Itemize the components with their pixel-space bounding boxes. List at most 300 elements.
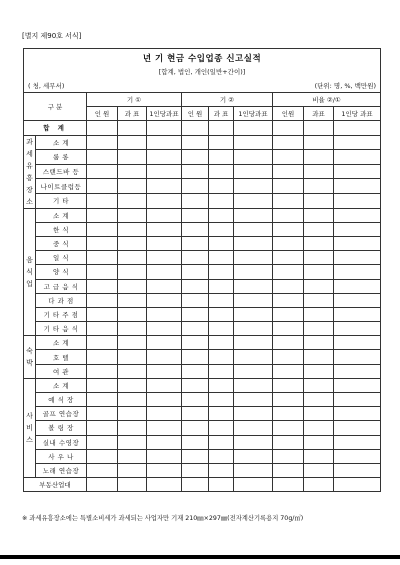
value-cell[interactable] — [147, 164, 182, 179]
value-cell[interactable] — [273, 307, 304, 321]
value-cell[interactable] — [334, 393, 381, 407]
col-header: 과 표 — [118, 107, 147, 121]
value-cell[interactable] — [118, 322, 147, 336]
value-cell[interactable] — [234, 478, 273, 492]
value-cell[interactable] — [234, 307, 273, 321]
col-header: 1인당 과표 — [334, 107, 381, 121]
value-cell[interactable] — [147, 364, 182, 378]
table-row — [24, 393, 381, 407]
value-cell[interactable] — [182, 265, 209, 279]
value-cell[interactable] — [118, 135, 147, 150]
row-label: 스탠드바 등 — [36, 164, 87, 179]
value-cell[interactable] — [273, 421, 304, 435]
value-cell[interactable] — [334, 222, 381, 236]
value-cell[interactable] — [118, 193, 147, 208]
value-cell[interactable] — [87, 179, 118, 194]
value-cell[interactable] — [304, 164, 334, 179]
value-cell[interactable] — [87, 307, 118, 321]
value-cell[interactable] — [147, 421, 182, 435]
group-label-char: 유 — [26, 161, 33, 170]
value-cell[interactable] — [304, 251, 334, 265]
value-cell[interactable] — [234, 421, 273, 435]
col-header: 과 표 — [209, 107, 234, 121]
value-cell[interactable] — [334, 279, 381, 293]
value-cell[interactable] — [209, 421, 234, 435]
value-cell[interactable] — [234, 135, 273, 150]
value-cell[interactable] — [273, 236, 304, 250]
value-cell[interactable] — [273, 364, 304, 378]
value-cell[interactable] — [87, 322, 118, 336]
value-cell[interactable] — [87, 478, 118, 492]
value-cell[interactable] — [273, 135, 304, 150]
value-cell[interactable] — [147, 307, 182, 321]
bottom-border — [0, 555, 400, 559]
value-cell[interactable] — [182, 193, 209, 208]
value-cell[interactable] — [209, 449, 234, 463]
value-cell[interactable] — [304, 208, 334, 222]
value-cell[interactable] — [334, 121, 381, 135]
value-cell[interactable] — [334, 179, 381, 194]
value-cell[interactable] — [87, 350, 118, 364]
value-cell[interactable] — [147, 449, 182, 463]
value-cell[interactable] — [87, 222, 118, 236]
value-cell[interactable] — [209, 135, 234, 150]
value-cell[interactable] — [273, 179, 304, 194]
value-cell[interactable] — [234, 463, 273, 477]
value-cell[interactable] — [147, 222, 182, 236]
value-cell[interactable] — [334, 350, 381, 364]
value-cell[interactable] — [304, 279, 334, 293]
value-cell[interactable] — [234, 150, 273, 165]
value-cell[interactable] — [182, 307, 209, 321]
value-cell[interactable] — [147, 393, 182, 407]
row-label: 볼 링 장 — [36, 421, 87, 435]
value-cell[interactable] — [234, 293, 273, 307]
value-cell[interactable] — [234, 265, 273, 279]
row-label: 소 계 — [36, 135, 87, 150]
row-label: 룸 롱 — [36, 150, 87, 165]
value-cell[interactable] — [334, 478, 381, 492]
value-cell[interactable] — [147, 251, 182, 265]
value-cell[interactable] — [304, 336, 334, 350]
value-cell[interactable] — [273, 150, 304, 165]
value-cell[interactable] — [209, 150, 234, 165]
value-cell[interactable] — [334, 435, 381, 449]
value-cell[interactable] — [209, 193, 234, 208]
value-cell[interactable] — [304, 222, 334, 236]
value-cell[interactable] — [147, 265, 182, 279]
value-cell[interactable] — [304, 265, 334, 279]
value-cell[interactable] — [334, 265, 381, 279]
value-cell[interactable] — [87, 193, 118, 208]
row-label: 여 관 — [36, 364, 87, 378]
value-cell[interactable] — [118, 407, 147, 421]
row-label: 소 계 — [36, 378, 87, 392]
row-label: 고 급 음 식 — [36, 279, 87, 293]
value-cell[interactable] — [118, 336, 147, 350]
value-cell[interactable] — [334, 322, 381, 336]
value-cell[interactable] — [334, 407, 381, 421]
value-cell[interactable] — [87, 251, 118, 265]
value-cell[interactable] — [182, 407, 209, 421]
col-header: 1인당과표 — [234, 107, 273, 121]
value-cell[interactable] — [304, 378, 334, 392]
value-cell[interactable] — [304, 435, 334, 449]
value-cell[interactable] — [304, 407, 334, 421]
value-cell[interactable] — [273, 336, 304, 350]
col-header: 인원 — [273, 107, 304, 121]
value-cell[interactable] — [118, 236, 147, 250]
value-cell[interactable] — [147, 193, 182, 208]
value-cell[interactable] — [147, 463, 182, 477]
value-cell[interactable] — [234, 449, 273, 463]
value-cell[interactable] — [182, 350, 209, 364]
value-cell[interactable] — [234, 350, 273, 364]
value-cell[interactable] — [209, 179, 234, 194]
value-cell[interactable] — [209, 121, 234, 135]
value-cell[interactable] — [87, 364, 118, 378]
value-cell[interactable] — [273, 251, 304, 265]
form-number: [별지 제90호 서식] — [22, 32, 82, 40]
value-cell[interactable] — [273, 449, 304, 463]
table-row — [24, 449, 381, 463]
value-cell[interactable] — [147, 293, 182, 307]
value-cell[interactable] — [147, 150, 182, 165]
value-cell[interactable] — [87, 407, 118, 421]
header-ratio: 비율 ②/① — [273, 93, 381, 107]
value-cell[interactable] — [209, 364, 234, 378]
value-cell[interactable] — [273, 322, 304, 336]
row-label: 노래 연습장 — [36, 463, 87, 477]
value-cell[interactable] — [87, 463, 118, 477]
unit-note: (단위: 명, %, 백만원) — [314, 82, 377, 90]
value-cell[interactable] — [118, 208, 147, 222]
value-cell[interactable] — [234, 364, 273, 378]
value-cell[interactable] — [147, 236, 182, 250]
value-cell[interactable] — [273, 193, 304, 208]
value-cell[interactable] — [182, 449, 209, 463]
value-cell[interactable] — [304, 121, 334, 135]
value-cell[interactable] — [304, 307, 334, 321]
value-cell[interactable] — [147, 208, 182, 222]
row-label: 기 타 음 식 — [36, 322, 87, 336]
value-cell[interactable] — [182, 378, 209, 392]
value-cell[interactable] — [234, 222, 273, 236]
value-cell[interactable] — [209, 336, 234, 350]
last-row-label: 부동산업대 — [24, 478, 87, 492]
row-label: 사 우 나 — [36, 449, 87, 463]
table-row — [24, 307, 381, 321]
value-cell[interactable] — [209, 265, 234, 279]
table-row — [24, 222, 381, 236]
value-cell[interactable] — [234, 279, 273, 293]
value-cell[interactable] — [118, 378, 147, 392]
value-cell[interactable] — [304, 393, 334, 407]
table-row — [24, 336, 381, 350]
value-cell[interactable] — [234, 121, 273, 135]
row-label: 소 계 — [36, 336, 87, 350]
row-label: 호 텔 — [36, 350, 87, 364]
value-cell[interactable] — [118, 364, 147, 378]
group-label-char: 숙 — [26, 347, 33, 356]
value-cell[interactable] — [234, 322, 273, 336]
table-row — [24, 251, 381, 265]
value-cell[interactable] — [334, 463, 381, 477]
value-cell[interactable] — [87, 236, 118, 250]
value-cell[interactable] — [273, 350, 304, 364]
value-cell[interactable] — [234, 208, 273, 222]
value-cell[interactable] — [118, 251, 147, 265]
value-cell[interactable] — [304, 350, 334, 364]
value-cell[interactable] — [334, 208, 381, 222]
value-cell[interactable] — [118, 307, 147, 321]
value-cell[interactable] — [147, 135, 182, 150]
value-cell[interactable] — [118, 435, 147, 449]
value-cell[interactable] — [182, 293, 209, 307]
group-label-char: 장 — [26, 185, 33, 194]
group-label — [24, 208, 36, 336]
group-label — [24, 135, 36, 208]
value-cell[interactable] — [182, 336, 209, 350]
row-label: 일 식 — [36, 251, 87, 265]
value-cell[interactable] — [182, 179, 209, 194]
group-label-char: 세 — [26, 149, 33, 158]
value-cell[interactable] — [334, 150, 381, 165]
value-cell[interactable] — [182, 150, 209, 165]
header-period2: 기 ② — [182, 93, 273, 107]
value-cell[interactable] — [334, 307, 381, 321]
value-cell[interactable] — [234, 164, 273, 179]
value-cell[interactable] — [304, 150, 334, 165]
table-row — [24, 350, 381, 364]
value-cell[interactable] — [87, 449, 118, 463]
value-cell[interactable] — [182, 364, 209, 378]
value-cell[interactable] — [304, 449, 334, 463]
value-cell[interactable] — [273, 164, 304, 179]
value-cell[interactable] — [182, 279, 209, 293]
value-cell[interactable] — [209, 463, 234, 477]
value-cell[interactable] — [87, 336, 118, 350]
value-cell[interactable] — [147, 435, 182, 449]
value-cell[interactable] — [182, 164, 209, 179]
table-row — [24, 463, 381, 477]
row-label: 한 식 — [36, 222, 87, 236]
value-cell[interactable] — [182, 208, 209, 222]
value-cell[interactable] — [304, 364, 334, 378]
value-cell[interactable] — [118, 478, 147, 492]
value-cell[interactable] — [87, 265, 118, 279]
value-cell[interactable] — [87, 164, 118, 179]
value-cell[interactable] — [147, 336, 182, 350]
value-cell[interactable] — [273, 478, 304, 492]
value-cell[interactable] — [118, 350, 147, 364]
value-cell[interactable] — [234, 236, 273, 250]
value-cell[interactable] — [182, 135, 209, 150]
office-field: ( 청, 세무서) — [28, 82, 65, 90]
value-cell[interactable] — [234, 336, 273, 350]
value-cell[interactable] — [147, 350, 182, 364]
value-cell[interactable] — [118, 164, 147, 179]
value-cell[interactable] — [209, 407, 234, 421]
value-cell[interactable] — [147, 279, 182, 293]
value-cell[interactable] — [273, 393, 304, 407]
value-cell[interactable] — [118, 279, 147, 293]
value-cell[interactable] — [209, 478, 234, 492]
value-cell[interactable] — [118, 449, 147, 463]
value-cell[interactable] — [182, 463, 209, 477]
value-cell[interactable] — [87, 150, 118, 165]
value-cell[interactable] — [118, 150, 147, 165]
table-row — [24, 236, 381, 250]
value-cell[interactable] — [334, 193, 381, 208]
group-label — [24, 336, 36, 379]
value-cell[interactable] — [118, 393, 147, 407]
header-category: 구 분 — [24, 93, 87, 121]
value-cell[interactable] — [234, 251, 273, 265]
value-cell[interactable] — [182, 393, 209, 407]
value-cell[interactable] — [147, 478, 182, 492]
value-cell[interactable] — [209, 279, 234, 293]
value-cell[interactable] — [209, 393, 234, 407]
table-row — [24, 293, 381, 307]
group-label — [24, 378, 36, 477]
value-cell[interactable] — [147, 322, 182, 336]
table-row — [24, 193, 381, 208]
value-cell[interactable] — [304, 293, 334, 307]
table-row — [24, 378, 381, 392]
value-cell[interactable] — [334, 378, 381, 392]
value-cell[interactable] — [334, 135, 381, 150]
value-cell[interactable] — [334, 364, 381, 378]
value-cell[interactable] — [273, 265, 304, 279]
form-title: 년 기 현금 수입업종 신고실적 — [142, 54, 262, 64]
value-cell[interactable] — [304, 478, 334, 492]
value-cell[interactable] — [209, 236, 234, 250]
value-cell[interactable] — [273, 222, 304, 236]
value-cell[interactable] — [182, 435, 209, 449]
value-cell[interactable] — [87, 135, 118, 150]
value-cell[interactable] — [209, 293, 234, 307]
footnote: ※ 과세유흥장소에는 특별소비세가 과세되는 사업자만 기재 210㎜×297㎜(전자계산기록용지 70g/㎡) — [22, 515, 304, 522]
value-cell[interactable] — [87, 121, 118, 135]
value-cell[interactable] — [334, 449, 381, 463]
value-cell[interactable] — [147, 407, 182, 421]
value-cell[interactable] — [87, 421, 118, 435]
value-cell[interactable] — [118, 463, 147, 477]
value-cell[interactable] — [87, 378, 118, 392]
value-cell[interactable] — [273, 279, 304, 293]
value-cell[interactable] — [304, 463, 334, 477]
value-cell[interactable] — [273, 407, 304, 421]
value-cell[interactable] — [118, 121, 147, 135]
report-table — [23, 48, 381, 492]
value-cell[interactable] — [182, 251, 209, 265]
group-label-char: 음 — [26, 255, 33, 264]
value-cell[interactable] — [182, 121, 209, 135]
value-cell[interactable] — [304, 179, 334, 194]
value-cell[interactable] — [273, 378, 304, 392]
value-cell[interactable] — [87, 393, 118, 407]
col-header: 인 원 — [182, 107, 209, 121]
value-cell[interactable] — [234, 378, 273, 392]
value-cell[interactable] — [334, 336, 381, 350]
value-cell[interactable] — [273, 435, 304, 449]
value-cell[interactable] — [147, 121, 182, 135]
value-cell[interactable] — [334, 164, 381, 179]
value-cell[interactable] — [209, 222, 234, 236]
value-cell[interactable] — [118, 179, 147, 194]
value-cell[interactable] — [234, 179, 273, 194]
value-cell[interactable] — [147, 378, 182, 392]
table-row — [24, 364, 381, 378]
row-label: 골프 연습장 — [36, 407, 87, 421]
value-cell[interactable] — [234, 393, 273, 407]
value-cell[interactable] — [209, 251, 234, 265]
table-row — [24, 150, 381, 165]
value-cell[interactable] — [334, 421, 381, 435]
value-cell[interactable] — [304, 193, 334, 208]
row-label: 다 과 점 — [36, 293, 87, 307]
table-row — [24, 265, 381, 279]
table-row — [24, 164, 381, 179]
value-cell[interactable] — [209, 307, 234, 321]
value-cell[interactable] — [209, 435, 234, 449]
value-cell[interactable] — [209, 164, 234, 179]
value-cell[interactable] — [273, 208, 304, 222]
table-row — [24, 135, 381, 150]
value-cell[interactable] — [234, 407, 273, 421]
value-cell[interactable] — [87, 208, 118, 222]
value-cell[interactable] — [209, 322, 234, 336]
value-cell[interactable] — [209, 208, 234, 222]
value-cell[interactable] — [87, 293, 118, 307]
value-cell[interactable] — [87, 435, 118, 449]
value-cell[interactable] — [234, 193, 273, 208]
value-cell[interactable] — [118, 293, 147, 307]
value-cell[interactable] — [118, 265, 147, 279]
value-cell[interactable] — [304, 322, 334, 336]
value-cell[interactable] — [304, 421, 334, 435]
value-cell[interactable] — [304, 236, 334, 250]
value-cell[interactable] — [182, 421, 209, 435]
value-cell[interactable] — [182, 222, 209, 236]
value-cell[interactable] — [334, 236, 381, 250]
value-cell[interactable] — [273, 293, 304, 307]
value-cell[interactable] — [234, 435, 273, 449]
table-row — [24, 279, 381, 293]
value-cell[interactable] — [273, 121, 304, 135]
value-cell[interactable] — [182, 236, 209, 250]
table-row — [24, 435, 381, 449]
value-cell[interactable] — [304, 135, 334, 150]
value-cell[interactable] — [334, 251, 381, 265]
value-cell[interactable] — [118, 421, 147, 435]
value-cell[interactable] — [334, 293, 381, 307]
value-cell[interactable] — [182, 322, 209, 336]
value-cell[interactable] — [273, 463, 304, 477]
row-label: 실내 수영장 — [36, 435, 87, 449]
value-cell[interactable] — [147, 179, 182, 194]
value-cell[interactable] — [209, 378, 234, 392]
group-label-char: 업 — [26, 279, 33, 288]
value-cell[interactable] — [87, 279, 118, 293]
row-label: 기 타 주 점 — [36, 307, 87, 321]
row-label: 나이트클럽등 — [36, 179, 87, 194]
table-row — [24, 407, 381, 421]
value-cell[interactable] — [182, 478, 209, 492]
value-cell[interactable] — [209, 350, 234, 364]
value-cell[interactable] — [118, 222, 147, 236]
